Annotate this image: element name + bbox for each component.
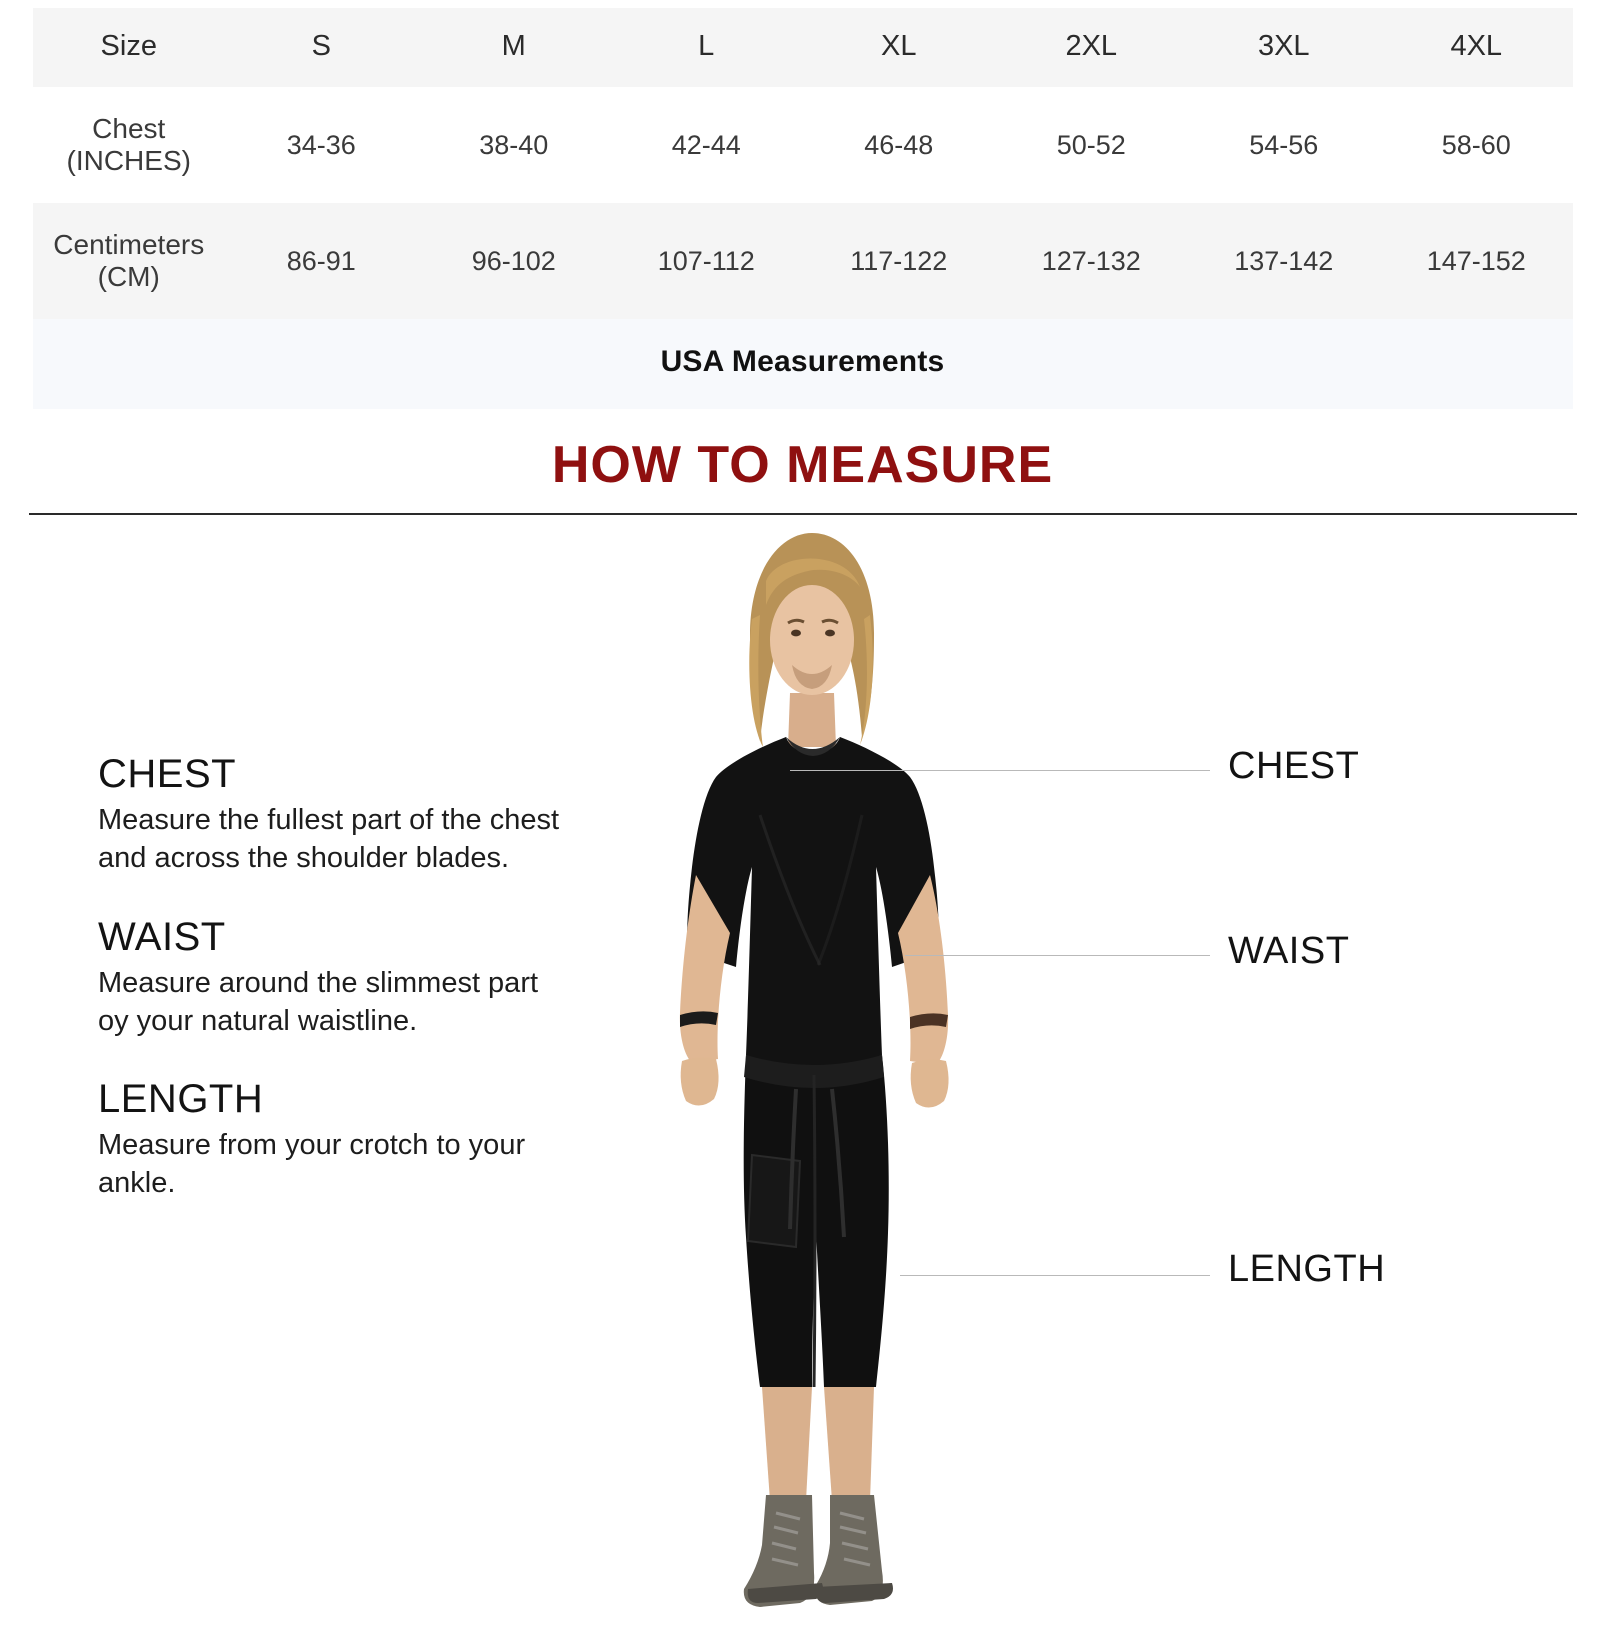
cell-cm-2xl: 127-132 [1041,245,1141,276]
header-cell-l: L [610,8,803,87]
cell-cm-s: 86-91 [286,245,356,276]
measurement-instructions [98,753,568,1241]
leader-line-length [900,1275,1210,1276]
cell-cm-l: 107-112 [657,245,755,276]
cell-cm-3xl: 137-142 [1234,245,1334,276]
usa-measurements-note: USA Measurements [33,319,1573,409]
model-illustration-icon [600,515,1020,1635]
callout-length: LENGTH [1228,1248,1386,1290]
table-row [33,203,1573,319]
leader-line-waist [905,955,1210,956]
instruction-waist-text: Measure around the slimmest part oy your natural waistline. [98,966,539,1037]
instruction-chest-title: CHEST [98,752,237,796]
row-label-centimeters: Centimeters (CM) [53,229,205,292]
header-cell-3xl: 3XL [1188,8,1381,87]
instruction-length [98,1078,568,1203]
callout-waist: WAIST [1228,930,1350,972]
cell-chest-4xl: 58-60 [1441,129,1511,160]
size-chart-body [33,87,1573,319]
cell-chest-3xl: 54-56 [1249,129,1319,160]
callout-chest: CHEST [1228,745,1360,787]
cell-chest-2xl: 50-52 [1056,129,1126,160]
size-chart-header [33,8,1573,87]
how-to-measure-section [0,515,1605,1645]
cell-chest-m: 38-40 [479,129,549,160]
header-cell-s: S [225,8,418,87]
header-cell-size: Size [33,8,226,87]
instruction-chest [98,753,568,878]
cell-cm-4xl: 147-152 [1426,245,1526,276]
instruction-length-text: Measure from your crotch to your ankle. [98,1129,526,1200]
header-cell-2xl: 2XL [995,8,1188,87]
size-chart-table [33,8,1573,319]
model-figure [600,515,1020,1635]
header-cell-xl: XL [803,8,996,87]
cell-chest-l: 42-44 [671,129,741,160]
instruction-chest-text: Measure the fullest part of the chest and across the shoulder blades. [98,804,560,875]
cell-chest-s: 34-36 [286,129,356,160]
table-row [33,87,1573,203]
row-label-chest-inches: Chest (INCHES) [66,113,191,176]
instruction-waist [98,916,568,1041]
instruction-waist-title: WAIST [98,914,226,959]
cell-cm-m: 96-102 [471,245,556,276]
cell-cm-xl: 117-122 [850,245,948,276]
leader-line-chest [790,770,1210,771]
instruction-length-title: LENGTH [98,1077,264,1122]
size-chart-section [33,0,1573,409]
how-to-measure-title: HOW TO MEASURE [551,436,1054,494]
header-cell-m: M [418,8,611,87]
header-cell-4xl: 4XL [1380,8,1573,87]
cell-chest-xl: 46-48 [864,129,934,160]
table-header-row [33,8,1573,87]
